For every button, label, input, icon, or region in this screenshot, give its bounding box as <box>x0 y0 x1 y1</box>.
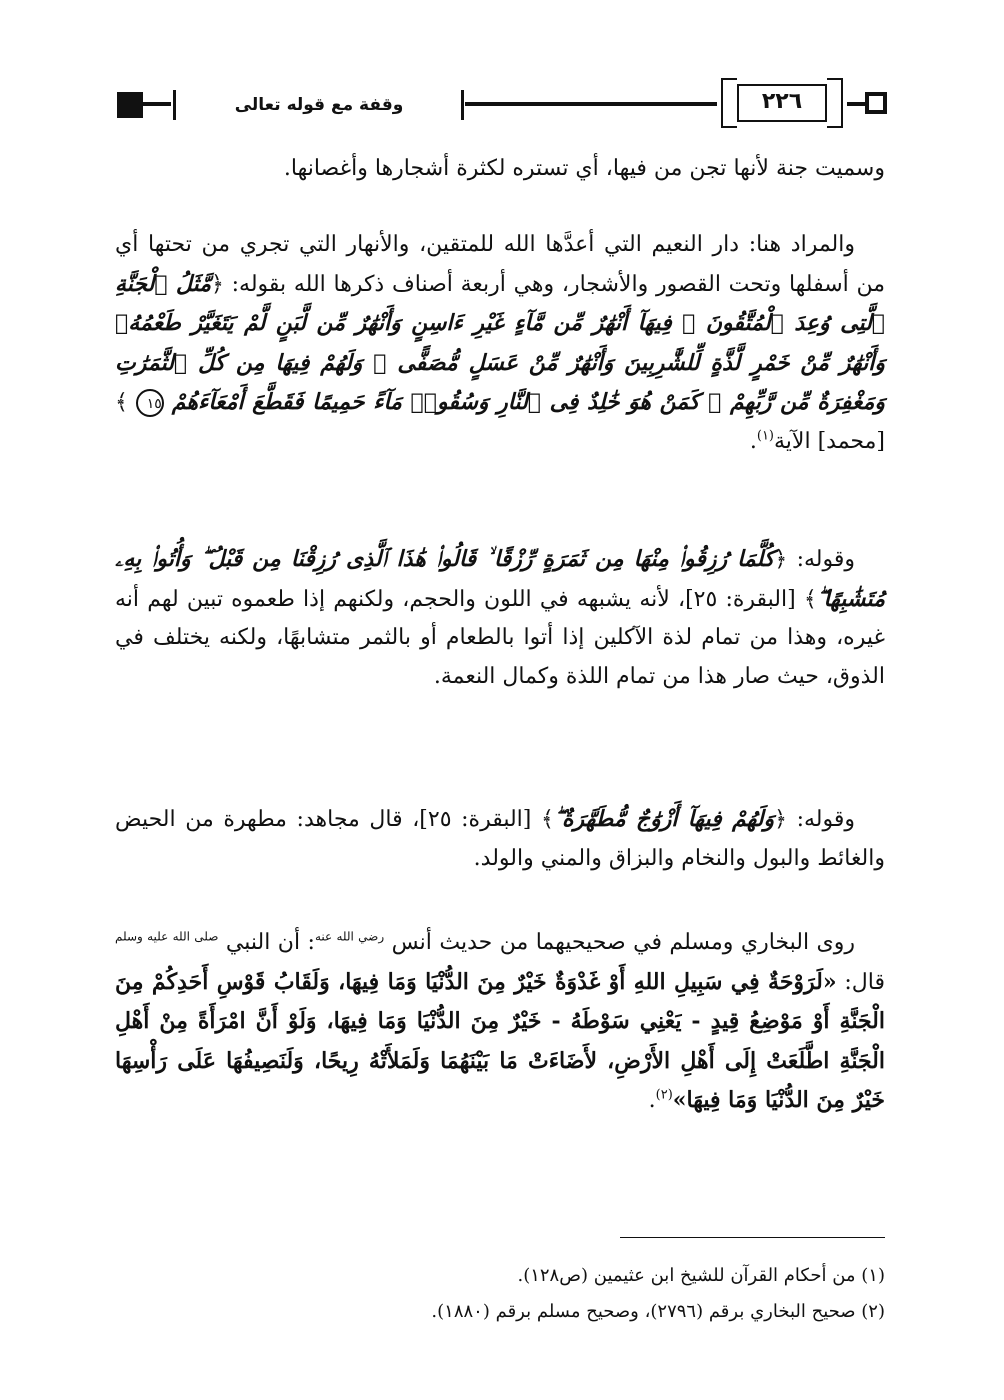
paragraph: والمراد هنا: دار النعيم التي أعدَّها الله للمتقين، والأنهار التي تجري من تحتها أي من أسفلها وتحت القصور والأشجار، وهي أربعة أصناف ذكرها الله بقوله: ﴿مَّثَلُ ٱلْجَنَّةِ ٱلَّتِى وُعِدَ ٱلْمُتَّقُونَ ۖ فِيهَآ أَنْهَٰرٌ مِّن مَّآءٍ غَيْرِ ءَاسِنٍ وَأَنْهَٰرٌ مِّن لَّبَنٍ لَّمْ يَتَغَيَّرْ طَعْمُهُۥ وَأَنْهَٰرٌ مِّنْ خَمْرٍ لَّذَّةٍ لِّلشَّٰرِبِينَ وَأَنْهَٰرٌ مِّنْ عَسَلٍ مُّصَفًّى ۖ وَلَهُمْ فِيهَا مِن كُلِّ ٱلثَّمَرَٰتِ وَمَغْفِرَةٌ مِّن رَّبِّهِمْ ۖ كَمَنْ هُوَ خَٰلِدٌ فِى ٱلنَّارِ وَسُقُوا۟ مَآءً حَمِيمًا فَقَطَّعَ أَمْعَآءَهُمْ ١٥ ﴾ [محمد] الآية$^{(١)}$. <box>115 232 886 454</box>
footnote-marker: (١) <box>756 428 774 444</box>
footnote-marker: (٢) <box>655 1088 673 1104</box>
paragraph-text: وقوله: <box>796 807 855 832</box>
paragraph-text: [البقرة: ٢٥]، لأنه يشبهه في اللون والحجم، ولكنهم إذا طعموه تبين لهم أنه غيره، وهذا من تمام لذة الآكلين إذا أتوا بالطعام أو بالثمر متشابهًا، ولكنه يختلف في الذوق، حيث صار هذا من تمام اللذة وكمال النعمة. <box>115 586 885 689</box>
header-divider <box>461 90 464 120</box>
honorific-glyph: صلى الله عليه وسلم <box>115 929 219 944</box>
paragraph-text: وقوله: <box>796 547 856 572</box>
quran-verse: وَلَهُمْ فِيهَآ أَزْوَٰجٌ مُّطَهَّرَةٌ ۖ <box>553 806 775 832</box>
header-left-square <box>117 92 143 118</box>
paragraph: وقوله: ﴿كُلَّمَا رُزِقُوا۟ مِنْهَا مِن ثَمَرَةٍ رِّزْقًا ۙ قَالُوا۟ هَٰذَا ٱلَّذِى رُزِقْنَا مِن قَبْلُ ۖ وَأُتُوا۟ بِهِۦ مُتَشَٰبِهًا ۖ﴾ [البقرة: ٢٥]، لأنه يشبهه في اللون والحجم، ولكنهم إذا طعموه تبين لهم أنه غيره، وهذا من تمام لذة الآكلين إذا أتوا بالطعام أو بالثمر متشابهًا، ولكنه يختلف في الذوق، حيث صار هذا من تمام اللذة وكمال النعمة. <box>115 546 885 689</box>
paragraph-text: [البقرة: ٢٥]، قال مجاهد: مطهرة من الحيض والغائط والبول والنخام والبزاق والمني والولد. <box>115 807 885 871</box>
header-rule <box>465 102 717 106</box>
paragraph-text: روى البخاري ومسلم في صحيحيهما من حديث أنس <box>391 930 855 955</box>
page-number: ٢٢٦ <box>737 84 827 122</box>
footnote-separator <box>620 1237 885 1238</box>
page-header <box>117 80 887 130</box>
paragraph-text: : أن النبي <box>225 930 315 955</box>
paragraph <box>115 150 885 189</box>
hadith-text: «لَرَوْحَةٌ فِي سَبِيلِ اللهِ أَوْ غَدْوَةٌ خَيْرٌ مِنَ الدُّنْيَا وَمَا فِيهَا، وَلَقَابُ قَوْسِ أَحَدِكُمْ مِنَ الْجَنَّةِ أَوْ مَوْضِعُ قِيدٍ - يَعْنِي سَوْطَهُ - خَيْرٌ مِنَ الدُّنْيَا وَمَا فِيهَا، وَلَوْ أَنَّ امْرَأَةً مِنْ أَهْلِ الْجَنَّةِ اطَّلَعَتْ إِلَى أَهْلِ الأَرْضِ، لأَضَاءَتْ مَا بَيْنَهُمَا وَلَمَلأَتْهُ رِيحًا، وَلَنَصِيفُهَا عَلَى رَأْسِهَا خَيْرٌ مِنَ الدُّنْيَا وَمَا فِيهَا» <box>115 968 885 1114</box>
footnote: (١) من أحكام القرآن للشيخ ابن عثيمين (ص١٢٨). <box>517 1265 885 1286</box>
header-right-square <box>865 92 887 114</box>
header-rule <box>143 102 171 106</box>
header-divider <box>173 90 176 120</box>
honorific-glyph: رضي الله عنه <box>314 929 385 944</box>
paragraph: روى البخاري ومسلم في صحيحيهما من حديث أنس $^{رضي الله عنه}$: أن النبي $^{صلى الله عليه وسلم}$ قال: «لَرَوْحَةٌ فِي سَبِيلِ اللهِ أَوْ غَدْوَةٌ خَيْرٌ مِنَ الدُّنْيَا وَمَا فِيهَا، وَلَقَابُ قَوْسِ أَحَدِكُمْ مِنَ الْجَنَّةِ أَوْ مَوْضِعُ قِيدٍ - يَعْنِي سَوْطَهُ - خَيْرٌ مِنَ الدُّنْيَا وَمَا فِيهَا، وَلَوْ أَنَّ امْرَأَةً مِنْ أَهْلِ الْجَنَّةِ اطَّلَعَتْ إِلَى أَهْلِ الأَرْضِ، لأَضَاءَتْ مَا بَيْنَهُمَا وَلَمَلأَتْهُ رِيحًا، وَلَنَصِيفُهَا عَلَى رَأْسِهَا خَيْرٌ مِنَ الدُّنْيَا وَمَا فِيهَا»$^{(٢)}$. <box>115 929 885 1114</box>
ayah-number: ١٥ <box>136 389 164 417</box>
verse-reference: [محمد] الآية <box>774 428 885 454</box>
paragraph: وقوله: ﴿وَلَهُمْ فِيهَآ أَزْوَٰجٌ مُّطَهَّرَةٌ ۖ﴾ [البقرة: ٢٥]، قال مجاهد: مطهرة من الحيض والغائط والبول والنخام والبزاق والمني والولد. <box>115 806 885 871</box>
footnote: (٢) صحيح البخاري برقم (٢٧٩٦)، وصحيح مسلم برقم (١٨٨٠). <box>431 1301 885 1322</box>
running-title: وقفة مع قوله تعالى <box>234 95 404 115</box>
quran-verse: كُلَّمَا رُزِقُوا۟ مِنْهَا مِن ثَمَرَةٍ رِّزْقًا ۙ قَالُوا۟ هَٰذَا ٱلَّذِى رُزِقْنَا مِن قَبْلُ ۖ وَأُتُوا۟ بِهِۦ مُتَشَٰبِهًا ۖ <box>115 546 885 612</box>
paragraph-text: وسميت جنة لأنها تجن من فيها، أي تستره لكثرة أشجارها وأغصانها. <box>283 156 885 181</box>
footnotes <box>115 1258 885 1330</box>
paragraph-text: والمراد هنا: دار النعيم التي أعدَّها الله للمتقين، والأنهار التي تجري من تحتها أي من أسفلها وتحت القصور والأشجار، وهي أربعة أصناف ذكرها الله بقوله: <box>115 232 885 297</box>
header-rule <box>847 102 865 106</box>
quran-verse: مَّثَلُ ٱلْجَنَّةِ ٱلَّتِى وُعِدَ ٱلْمُتَّقُونَ ۖ فِيهَآ أَنْهَٰرٌ مِّن مَّآءٍ غَيْرِ ءَاسِنٍ وَأَنْهَٰرٌ مِّن لَّبَنٍ لَّمْ يَتَغَيَّرْ طَعْمُهُۥ وَأَنْهَٰرٌ مِّنْ خَمْرٍ لَّذَّةٍ لِّلشَّٰرِبِينَ وَأَنْهَٰرٌ مِّنْ عَسَلٍ مُّصَفًّى ۖ وَلَهُمْ فِيهَا مِن كُلِّ ٱلثَّمَرَٰتِ وَمَغْفِرَةٌ مِّن رَّبِّهِمْ ۖ كَمَنْ هُوَ خَٰلِدٌ فِى ٱلنَّارِ وَسُقُوا۟ مَآءً حَمِيمًا فَقَطَّعَ أَمْعَآءَهُمْ <box>115 270 886 416</box>
paragraph-text: قال: <box>844 969 885 995</box>
